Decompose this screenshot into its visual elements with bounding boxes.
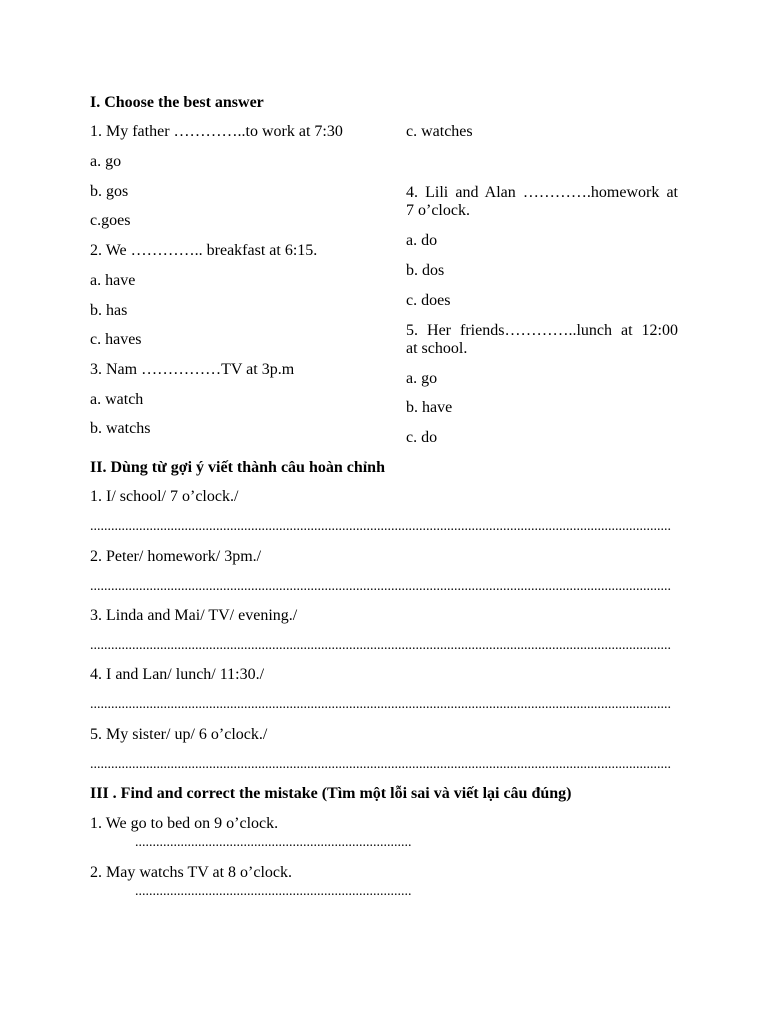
section-3-title: III . Find and correct the mistake (Tìm một lỗi sai và viết lại câu đúng) (90, 785, 572, 802)
question-5-option-c: c. do (406, 429, 438, 446)
question-4-option-a: a. do (406, 232, 438, 249)
question-2-option-b: b. has (90, 302, 128, 319)
question-2-option-c: c. haves (90, 331, 142, 348)
question-3: 3. Nam ……………TV at 3p.m (90, 361, 295, 378)
correction-line-2[interactable]: ............................................................................... (135, 884, 412, 899)
question-5-line-1: 5. Her friends…………..lunch at 12:00 (406, 322, 678, 339)
question-4-line-2: 7 o’clock. (406, 202, 470, 219)
question-5-option-b: b. have (406, 399, 453, 416)
question-3-option-a: a. watch (90, 391, 144, 408)
question-2: 2. We ………….. breakfast at 6:15. (90, 242, 318, 259)
question-3-option-b: b. watchs (90, 420, 151, 437)
sentence-prompt-2: 2. Peter/ homework/ 3pm./ (90, 548, 262, 565)
question-1-option-a: a. go (90, 153, 122, 170)
section-2-title: II. Dùng từ gợi ý viết thành câu hoàn chỉnh (90, 459, 385, 476)
question-1-option-c: c.goes (90, 212, 131, 229)
section-1-title: I. Choose the best answer (90, 94, 264, 111)
answer-line-3[interactable]: ...................................................................................................................................................................... (90, 638, 671, 653)
question-3-option-c: c. watches (406, 123, 473, 140)
question-1-option-b: b. gos (90, 183, 129, 200)
question-4-line-1: 4. Lili and Alan ………….homework at (406, 184, 678, 201)
sentence-prompt-1: 1. I/ school/ 7 o’clock./ (90, 488, 239, 505)
answer-line-4[interactable]: ...................................................................................................................................................................... (90, 697, 671, 712)
correction-line-1[interactable]: ............................................................................... (135, 835, 412, 850)
answer-line-2[interactable]: ...................................................................................................................................................................... (90, 579, 671, 594)
answer-line-5[interactable]: ...................................................................................................................................................................... (90, 757, 671, 772)
mistake-sentence-2: 2. May watchs TV at 8 o’clock. (90, 864, 293, 881)
question-2-option-a: a. have (90, 272, 136, 289)
mistake-sentence-1: 1. We go to bed on 9 o’clock. (90, 815, 279, 832)
question-5-option-a: a. go (406, 370, 438, 387)
question-5-line-2: at school. (406, 340, 468, 357)
sentence-prompt-4: 4. I and Lan/ lunch/ 11:30./ (90, 666, 265, 683)
sentence-prompt-5: 5. My sister/ up/ 6 o’clock./ (90, 726, 268, 743)
question-4-option-b: b. dos (406, 262, 445, 279)
question-4-option-c: c. does (406, 292, 451, 309)
answer-line-1[interactable]: ...................................................................................................................................................................... (90, 519, 671, 534)
sentence-prompt-3: 3. Linda and Mai/ TV/ evening./ (90, 607, 298, 624)
question-1: 1. My father …………..to work at 7:30 (90, 123, 343, 140)
